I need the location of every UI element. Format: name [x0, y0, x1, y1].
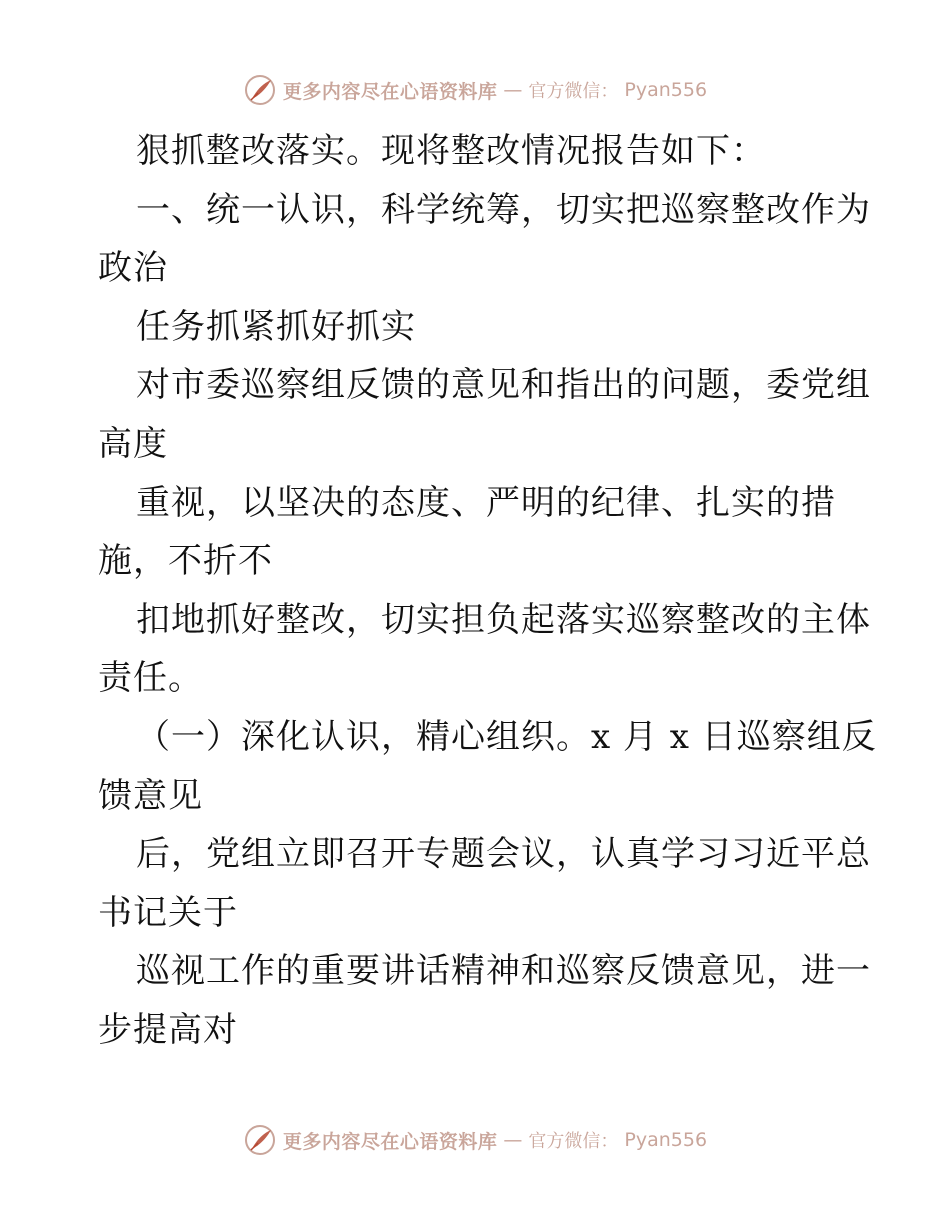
- section-heading: 一、统一认识，科学统筹，切实把巡察整改作为: [136, 189, 871, 230]
- body-line: 重视，以坚决的态度、严明的纪律、扎实的措: [136, 482, 836, 523]
- body-line: 扣地抓好整改，切实担负起落实巡察整改的主体: [136, 599, 871, 640]
- subsection-heading: （一）深化认识，精心组织。x 月 x 日巡察组反: [136, 716, 877, 757]
- body-line: 高度: [98, 423, 168, 464]
- section-heading: 任务抓紧抓好抓实: [136, 306, 416, 347]
- feather-logo-icon: [243, 73, 277, 107]
- watermark-separator: —: [503, 1129, 523, 1151]
- watermark-account: Pyan556: [624, 1129, 708, 1151]
- body-line: 步提高对: [98, 1009, 238, 1050]
- body-line: 馈意见: [98, 775, 203, 816]
- body-line: 政治: [98, 248, 168, 289]
- body-line: 狠抓整改落实。现将整改情况报告如下：: [136, 131, 766, 171]
- body-line: 后，党组立即召开专题会议，认真学习习近平总: [136, 834, 871, 875]
- body-line: 责任。: [98, 658, 203, 699]
- document-body: [98, 122, 877, 1060]
- watermark-separator: —: [503, 79, 523, 101]
- watermark-account: Pyan556: [624, 79, 708, 101]
- header-watermark: [0, 70, 950, 110]
- footer-watermark: [0, 1120, 950, 1160]
- body-line: 对市委巡察组反馈的意见和指出的问题，委党组: [136, 365, 871, 406]
- watermark-label: 官方微信：: [528, 1131, 619, 1152]
- watermark-text: 更多内容尽在心语资料库: [282, 80, 498, 103]
- watermark-label: 官方微信：: [528, 81, 619, 102]
- body-line: 巡视工作的重要讲话精神和巡察反馈意见，进一: [136, 951, 871, 992]
- feather-logo-icon: [243, 1123, 277, 1157]
- body-line: 施，不折不: [98, 541, 273, 582]
- body-line: 书记关于: [98, 892, 238, 933]
- watermark-text: 更多内容尽在心语资料库: [282, 1130, 498, 1153]
